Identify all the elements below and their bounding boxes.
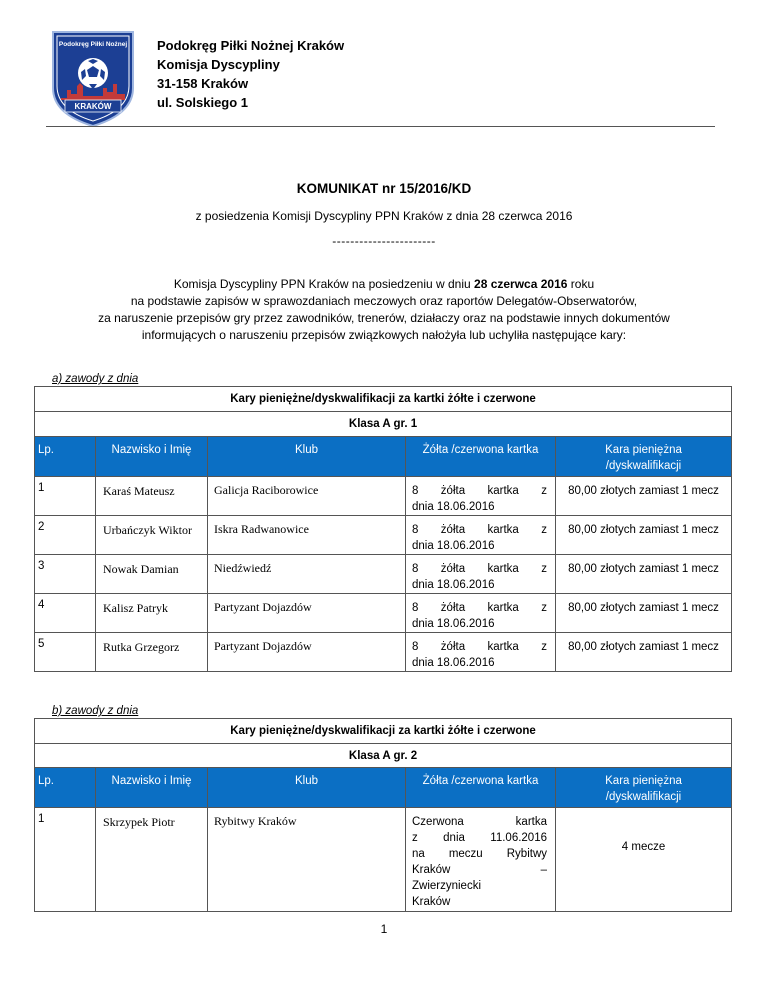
table-row <box>35 555 732 594</box>
row-lp: 1 <box>35 808 96 912</box>
table-row <box>35 594 732 633</box>
org-commission: Komisja Dyscypliny <box>157 57 280 72</box>
col-lp-header: Lp. <box>35 768 96 808</box>
row-kara: 80,00 złotych zamiast 1 mecz <box>556 477 732 516</box>
row-card-line2: dnia 18.06.2016 <box>412 657 495 669</box>
intro-date: 28 czerwca 2016 <box>474 277 568 291</box>
row-lp: 5 <box>35 633 96 672</box>
row-lp: 4 <box>35 594 96 633</box>
row-card-line2: dnia 18.06.2016 <box>412 540 495 552</box>
separator: ----------------------- <box>332 234 436 248</box>
row-card-line1: Czerwona kartka <box>412 816 547 828</box>
section-b-label: b) zawody z dnia <box>52 705 139 717</box>
row-card-line1: 8 żółta kartka z <box>412 524 547 536</box>
row-name: Kalisz Patryk <box>96 594 208 633</box>
table-row <box>35 808 732 912</box>
org-name: Podokręg Piłki Nożnej Kraków <box>157 38 345 53</box>
row-name: Karaś Mateusz <box>96 477 208 516</box>
col-club-header: Klub <box>208 768 406 808</box>
intro-paragraph <box>40 276 728 344</box>
row-card-line2: z dnia 11.06.2016 <box>412 832 547 844</box>
row-card <box>406 516 556 555</box>
table-row <box>35 477 732 516</box>
intro-line-4: informujących o naruszeniu przepisów związkowych nałożyła lub uchyliła następujące kary: <box>141 328 627 342</box>
row-name: Urbańczyk Wiktor <box>96 516 208 555</box>
header-divider <box>46 126 715 127</box>
row-lp: 3 <box>35 555 96 594</box>
document-title: KOMUNIKAT nr 15/2016/KD <box>296 181 472 196</box>
col-club-header: Klub <box>208 437 406 477</box>
org-street: ul. Solskiego 1 <box>157 95 249 110</box>
row-kara: 4 mecze <box>556 808 732 912</box>
row-card <box>406 633 556 672</box>
col-name-header: Nazwisko i Imię <box>96 768 208 808</box>
row-kara: 80,00 złotych zamiast 1 mecz <box>556 555 732 594</box>
row-card-line5: Zwierzyniecki <box>412 880 482 892</box>
section-a-label: a) zawody z dnia <box>52 373 139 385</box>
col-kara-header: Kara pieniężna /dyskwalifikacji <box>556 768 732 808</box>
organization-address <box>157 36 344 112</box>
row-club: Galicja Raciborowice <box>208 477 406 516</box>
ppn-krakow-logo <box>47 28 139 128</box>
row-card-line2: dnia 18.06.2016 <box>412 501 495 513</box>
row-lp: 2 <box>35 516 96 555</box>
intro-line-2: na podstawie zapisów w sprawozdaniach meczowych oraz raportów Delegatów-Obserwatorów, <box>130 294 638 308</box>
row-lp: 1 <box>35 477 96 516</box>
table-row <box>35 633 732 672</box>
logo-top-text: Podokręg Piłki Nożnej <box>58 41 128 48</box>
intro-before-date: Komisja Dyscypliny PPN Kraków na posiedzeniu w dniu <box>173 277 475 291</box>
row-kara: 80,00 złotych zamiast 1 mecz <box>556 594 732 633</box>
row-club: Partyzant Dojazdów <box>208 633 406 672</box>
page-number: 1 <box>380 922 388 936</box>
table-row <box>35 516 732 555</box>
row-card <box>406 808 556 912</box>
row-card <box>406 594 556 633</box>
row-club: Rybitwy Kraków <box>208 808 406 912</box>
row-card <box>406 477 556 516</box>
row-card-line4: Kraków – <box>412 864 547 876</box>
intro-line-3: za naruszenie przepisów gry przez zawodników, trenerów, działaczy oraz na podstawie innych dokumentów <box>98 311 670 325</box>
section-a-caption: Kary pieniężne/dyskwalifikacji za kartki żółte i czerwone <box>35 387 732 412</box>
row-club: Iskra Radwanowice <box>208 516 406 555</box>
row-card-line1: 8 żółta kartka z <box>412 641 547 653</box>
intro-after-date: roku <box>567 277 595 291</box>
row-club: Niedźwiedź <box>208 555 406 594</box>
row-card-line6: Kraków <box>412 896 451 908</box>
row-card-line2: dnia 18.06.2016 <box>412 618 495 630</box>
section-b-table <box>34 718 732 912</box>
col-kara-header: Kara pieniężna /dyskwalifikacji <box>556 437 732 477</box>
document-subtitle: z posiedzenia Komisji Dyscypliny PPN Kraków z dnia 28 czerwca 2016 <box>195 209 573 223</box>
section-b-caption: Kary pieniężne/dyskwalifikacji za kartki żółte i czerwone <box>35 719 732 744</box>
section-a-table <box>34 386 732 672</box>
section-b-group: Klasa A gr. 2 <box>35 744 732 768</box>
logo-bottom-text: KRAKÓW <box>74 102 112 111</box>
row-name: Rutka Grzegorz <box>96 633 208 672</box>
row-name: Nowak Damian <box>96 555 208 594</box>
row-club: Partyzant Dojazdów <box>208 594 406 633</box>
col-lp-header: Lp. <box>35 437 96 477</box>
org-postal-code: 31-158 Kraków <box>157 76 249 91</box>
col-card-header: Żółta /czerwona kartka <box>406 768 556 808</box>
section-a-group: Klasa A gr. 1 <box>35 412 732 437</box>
row-card-line3: na meczu Rybitwy <box>412 848 547 860</box>
row-kara: 80,00 złotych zamiast 1 mecz <box>556 633 732 672</box>
row-card-line1: 8 żółta kartka z <box>412 563 547 575</box>
row-card-line2: dnia 18.06.2016 <box>412 579 495 591</box>
row-card-line1: 8 żółta kartka z <box>412 602 547 614</box>
col-card-header: Żółta /czerwona kartka <box>406 437 556 477</box>
col-name-header: Nazwisko i Imię <box>96 437 208 477</box>
row-card <box>406 555 556 594</box>
row-kara: 80,00 złotych zamiast 1 mecz <box>556 516 732 555</box>
row-card-line1: 8 żółta kartka z <box>412 485 547 497</box>
row-name: Skrzypek Piotr <box>96 808 208 912</box>
